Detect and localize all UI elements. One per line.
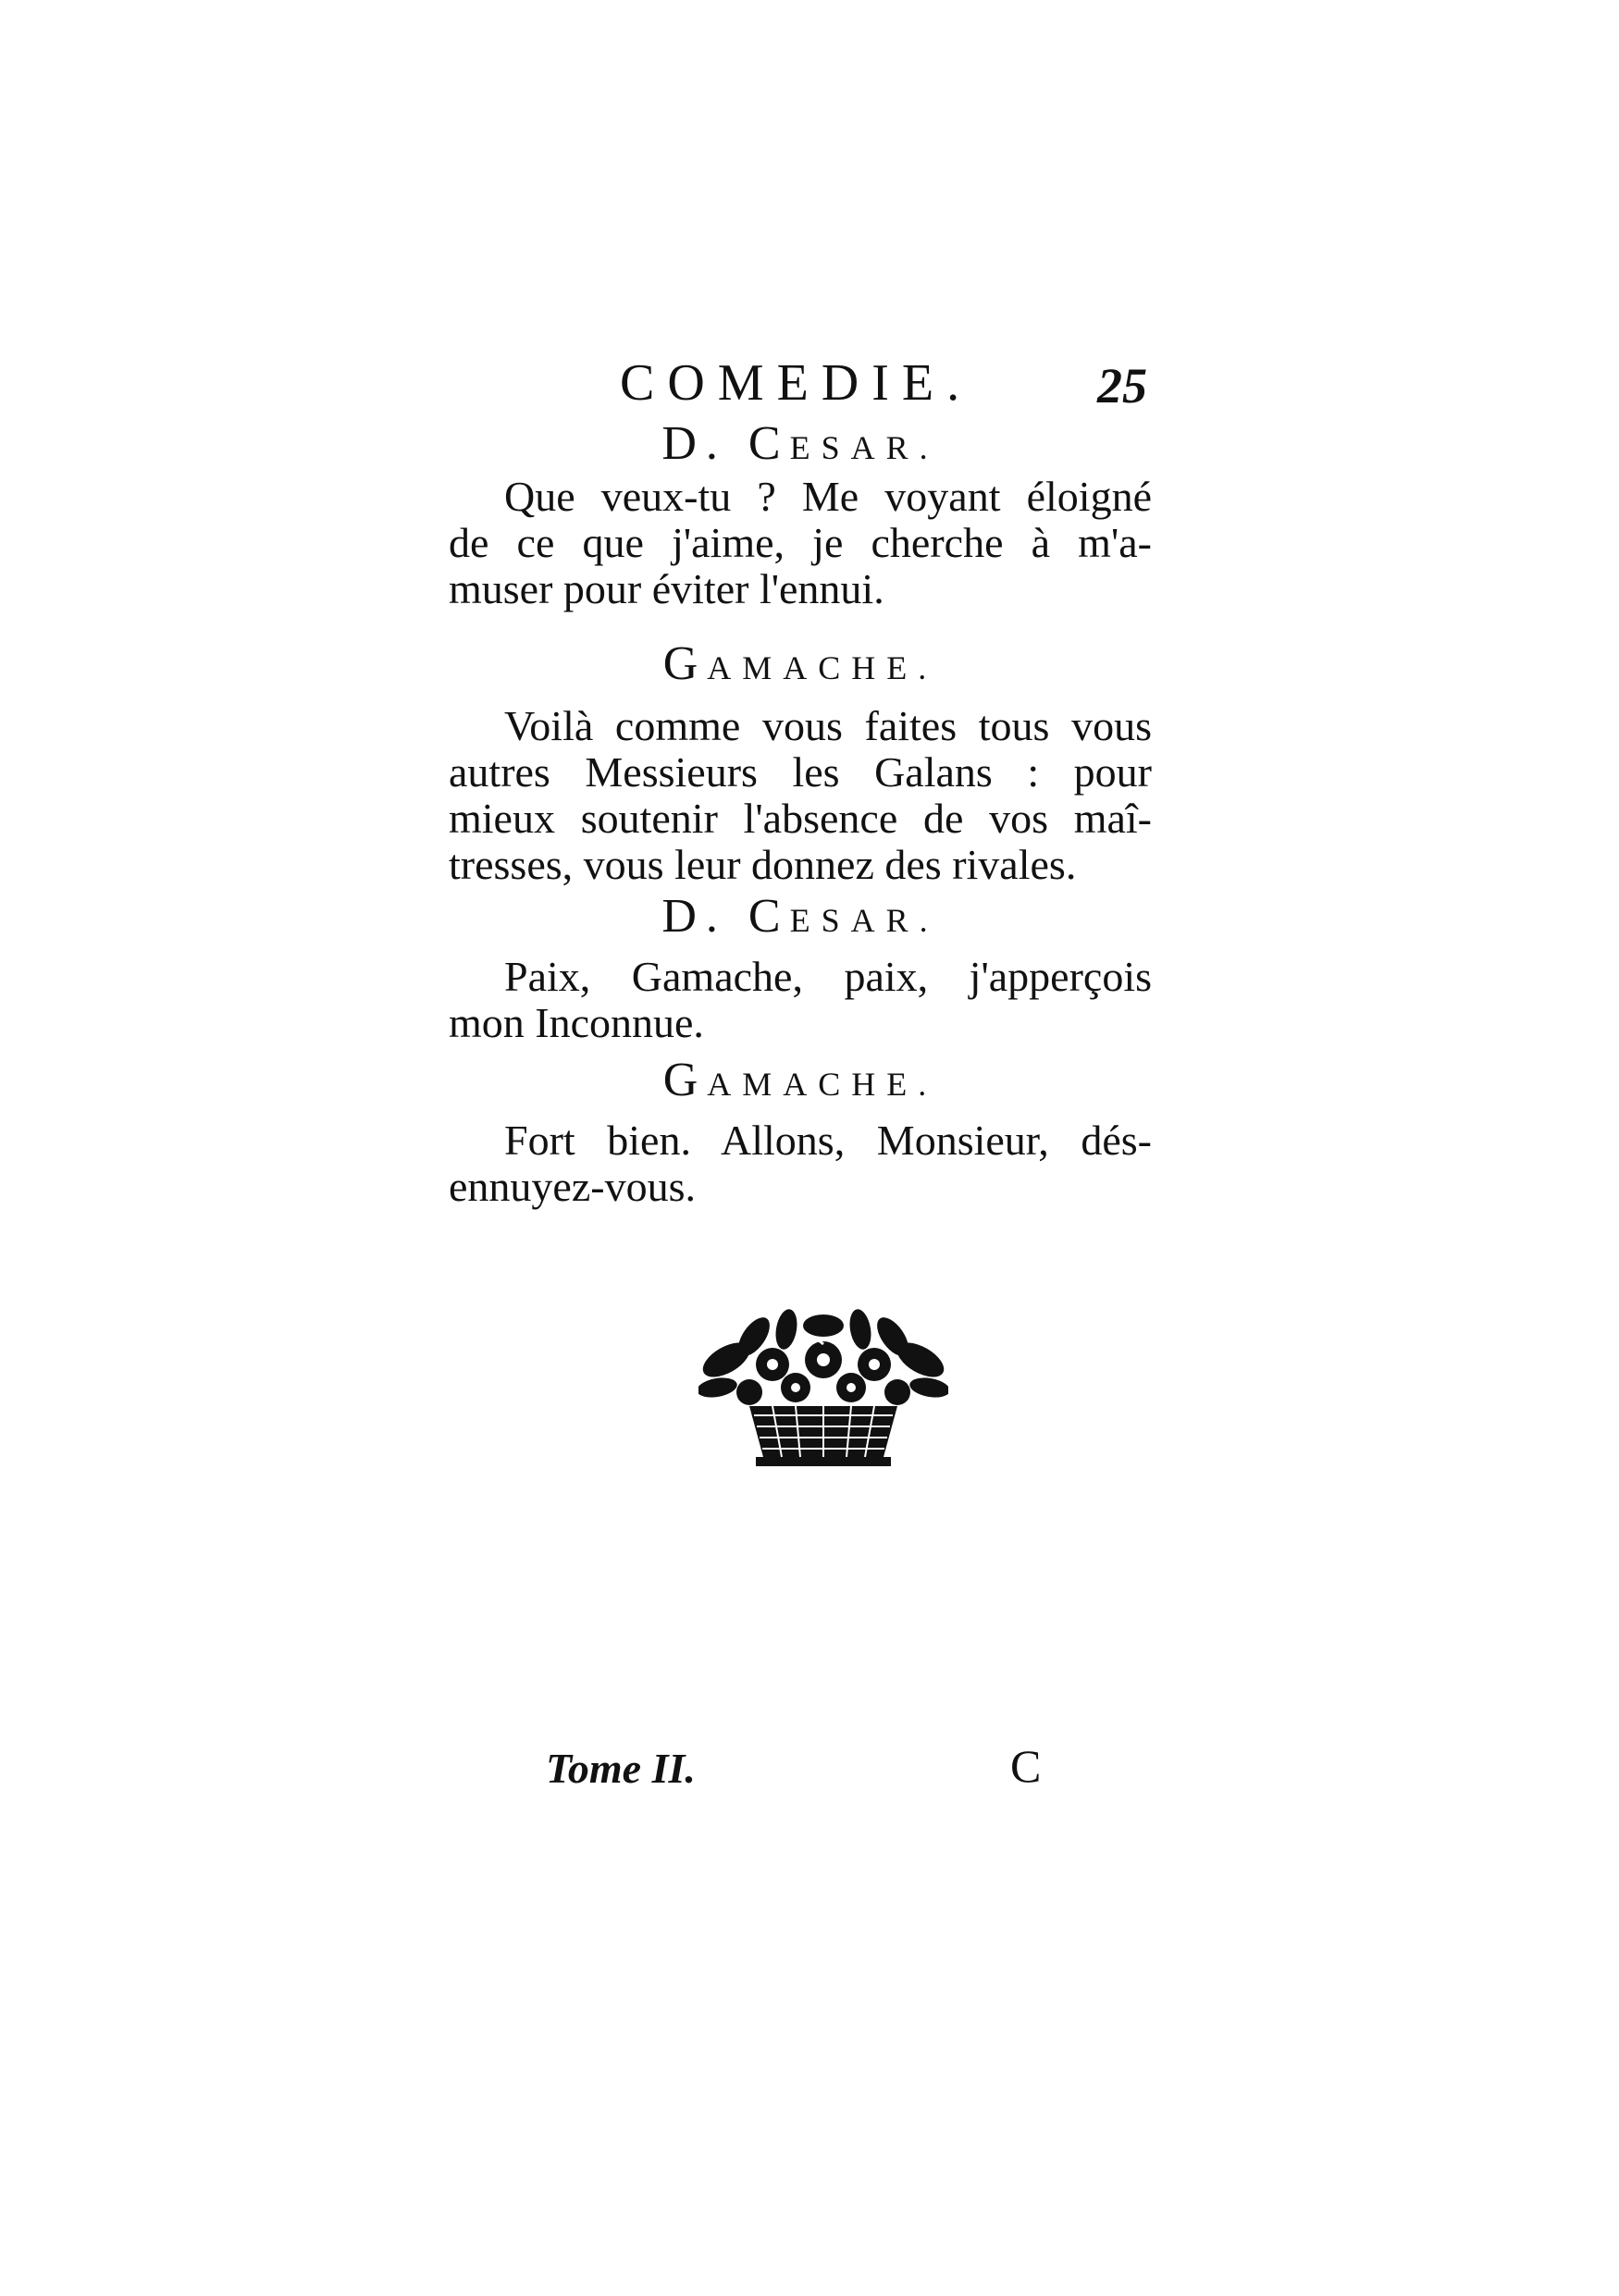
speech-line: Paix, Gamache, paix, j'apperçois	[504, 953, 1152, 1000]
speech-block	[449, 638, 1152, 888]
speaker-name: D. CESAR.	[661, 417, 939, 470]
speech-text	[449, 703, 1152, 888]
speaker-name: D. CESAR.	[661, 890, 939, 943]
speech-line: tresses, vous leur donnez des rivales.	[449, 841, 1077, 888]
volume-signature: Tome II.	[546, 1745, 696, 1792]
speech-block	[449, 891, 1152, 1046]
page-number: 25	[1097, 358, 1147, 414]
gathering-mark: C	[1010, 1740, 1042, 1792]
speech-line: ennuyez-vous.	[449, 1163, 696, 1210]
speech-block	[449, 418, 1152, 612]
speech-line: muser pour éviter l'ennui.	[449, 565, 884, 612]
speech-text	[449, 1117, 1152, 1210]
running-title: COMEDIE.	[620, 354, 973, 412]
speech-line: mon Inconnue.	[449, 999, 704, 1046]
speaker-name: GAMACHE.	[662, 637, 938, 690]
running-head	[444, 353, 1147, 427]
speech-line: mieux soutenir l'absence de vos maî-	[449, 795, 1152, 842]
speech-text	[449, 474, 1152, 612]
speech-line: Fort bien. Allons, Monsieur, dés-	[504, 1117, 1152, 1164]
basket-of-flowers-ornament-icon	[698, 1309, 948, 1471]
speech-text	[449, 954, 1152, 1046]
speech-line: Que veux-tu ? Me voyant éloigné	[504, 473, 1152, 520]
speech-line: Voilà comme vous faites tous vous	[504, 702, 1152, 749]
speech-block	[449, 1055, 1152, 1210]
speaker-name: GAMACHE.	[662, 1054, 938, 1106]
speech-line: autres Messieurs les Galans : pour	[449, 748, 1152, 796]
speech-line: de ce que j'aime, je cherche à m'a-	[449, 519, 1152, 566]
